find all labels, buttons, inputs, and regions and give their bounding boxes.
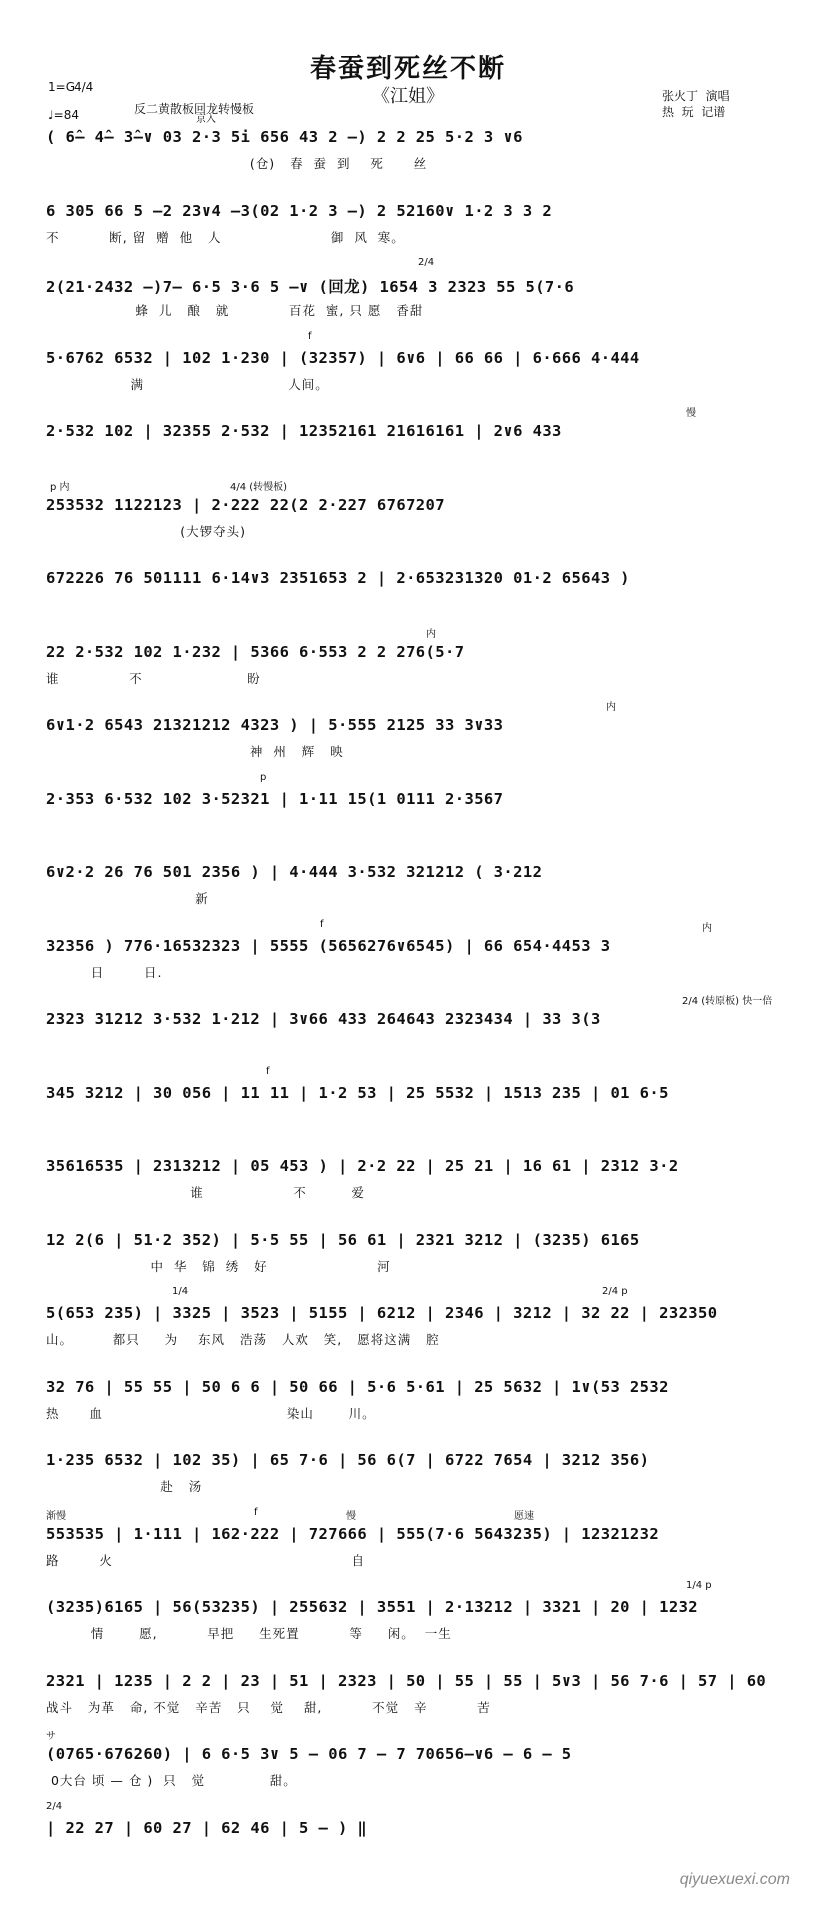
performance-annotation: 愿速	[514, 1510, 534, 1522]
jianpu-notation-line: 672226 76 501111 6·14∨3 2351653 2 | 2·653231320 01·2 65643 )	[46, 569, 630, 587]
jianpu-notation-line: 32 76 | 55 55 | 50 6 6 | 50 66 | 5·6 5·61 | 25 5632 | 1∨(53 2532	[46, 1377, 669, 1396]
performance-annotation: 慢	[346, 1510, 356, 1522]
jianpu-notation-line: 6∨2·2 26 76 501 2356 ) | 4·444 3·532 321212 ( 3·212	[46, 863, 543, 881]
score-system	[46, 1066, 774, 1140]
performance-annotation: 2/4	[46, 1800, 63, 1812]
score-system	[46, 772, 774, 846]
jianpu-notation-line: 2321 | 1235 | 2 2 | 23 | 51 | 2323 | 50 | 55 | 55 | 5∨3 | 56 7·6 | 57 | 60	[46, 1671, 767, 1690]
score-system	[46, 1139, 774, 1213]
lyrics-line: 热 血 染山 川。	[46, 1405, 376, 1421]
key-meter	[48, 80, 93, 95]
jianpu-notation-line: 2323 31212 3·532 1·212 | 3∨66 433 264643 2323434 | 33 3(3	[46, 1010, 601, 1028]
jianpu-notation-line: 12 2(6 | 51·2 352) | 5·5 55 | 56 61 | 2321 3212 | (3235) 6165	[46, 1230, 640, 1249]
lyrics-line: 情 愿, 早把 生死置 等 闲。 一生	[46, 1626, 452, 1641]
score-system	[46, 331, 774, 405]
score-system	[46, 1654, 774, 1728]
performance-annotation: 1/4	[172, 1286, 189, 1297]
score-system	[46, 110, 774, 184]
score-system	[46, 1801, 774, 1875]
lyrics-line: 日 日.	[46, 964, 163, 980]
jianpu-notation-line: 35616535 | 2313212 | 05 453 ) | 2·2 22 | 25 21 | 16 61 | 2312 3·2	[46, 1157, 679, 1175]
lyrics-line: 赴 汤	[46, 1479, 203, 1494]
performance-annotation: p 内	[50, 481, 70, 493]
jianpu-notation-line: (0765·676260) | 6 6·5 3∨ 5 — 06 7 — 7 70656—∨6 — 6 — 5	[46, 1745, 572, 1763]
lyrics-line: 0大台 顷 — 仓 ) 只 觉 甜。	[46, 1773, 297, 1788]
lyrics-line: 神 州 辉 映	[46, 744, 344, 759]
banzi-mark: 反二黄散板回龙转慢板	[134, 102, 255, 116]
score-system	[46, 1433, 774, 1507]
performance-annotation: 京入	[196, 114, 216, 125]
lyrics-line: 山。 都只 为 东风 浩荡 人欢 笑, 愿将这满 腔	[46, 1332, 440, 1347]
lyrics-line: 谁 不 盼	[46, 670, 261, 686]
performance-annotation: f	[266, 1065, 270, 1077]
score-subtitle: 《江姐》	[372, 86, 444, 107]
score-system	[46, 625, 774, 699]
performance-annotation: 慢	[686, 408, 696, 419]
jianpu-notation-line: 5·6762 6532 | 102 1·230 | (32357) | 6∨6 | 66 66 | 6·666 4·444	[46, 348, 640, 367]
score-system	[46, 551, 774, 625]
performance-annotation: 内	[606, 702, 616, 713]
jianpu-notation-line: 6 305 66 5 —2 23∨4 —3(02 1·2 3 —) 2 52160∨ 1·2 3 3 2	[46, 201, 553, 220]
performance-annotation: f	[308, 330, 312, 342]
jianpu-notation-line: 553535 | 1·111 | 162·222 | 727666 | 555(7·6 5643235) | 12321232	[46, 1524, 660, 1543]
score-system	[46, 1507, 774, 1581]
lyrics-line: 满 人间。	[46, 376, 329, 392]
jianpu-notation-line: 2(21·2432 —)7— 6·5 3·6 5 —∨ (回龙) 1654 3 2323 55 5(7·6	[46, 278, 575, 296]
score-title: 春蚕到死丝不断	[309, 54, 506, 84]
score-system	[46, 1580, 774, 1654]
score-system	[46, 404, 774, 478]
jianpu-notation-line: 32356 ) 776·16532323 | 5555 (5656276∨6545) | 66 654·4453 3	[46, 936, 611, 955]
lyrics-line: 谁 不 爱	[46, 1185, 366, 1200]
jianpu-notation-line: 253532 1122123 | 2·222 22(2 2·227 6767207	[46, 495, 446, 514]
jianpu-notation-line: 6∨1·2 6543 21321212 4323 ) | 5·555 2125 33 3∨33	[46, 716, 504, 734]
time-signature: 4/4	[74, 80, 94, 94]
jianpu-notation-line: 22 2·532 102 1·232 | 5366 6·553 2 2 276(5·7	[46, 642, 465, 661]
score-system	[46, 1727, 774, 1801]
performance-annotation: 2/4 (转原板) 快一倍	[682, 996, 773, 1007]
lyrics-line: 新	[46, 891, 209, 906]
lyrics-line: 蜂 儿 酿 就 百花 蜜, 只 愿 香甜	[46, 303, 424, 318]
lyrics-line: 中 华 锦 绣 好 河	[46, 1258, 391, 1274]
jianpu-notation-line: ( 6̂— 4̂— 3̂—∨ 03 2·3 5i 656 43 2 —) 2 2 25 5·2 3 ∨6	[46, 128, 523, 146]
lyrics-line: 战斗 为革 命, 不觉 辛苦 只 觉 甜, 不觉 辛 苦	[46, 1699, 491, 1715]
performance-annotation: 4/4 (转慢板)	[230, 481, 288, 493]
performance-annotation: f	[254, 1506, 258, 1518]
lyrics-line: (仓) 春 蚕 到 死 丝	[46, 156, 428, 171]
jianpu-notation-line: 345 3212 | 30 056 | 11 11 | 1·2 53 | 25 5532 | 1513 235 | 01 6·5	[46, 1083, 669, 1102]
performance-annotation: 内	[426, 628, 436, 640]
performance-annotation: 渐慢	[46, 1510, 66, 1522]
lyrics-line: (大锣夺头)	[46, 523, 247, 539]
score-system	[46, 698, 774, 772]
jianpu-notation-line: 5(653 235) | 3325 | 3523 | 5155 | 6212 | 2346 | 3212 | 32 22 | 232350	[46, 1304, 718, 1322]
performance-annotation: 2/4	[418, 257, 435, 268]
lyrics-line: 不 断, 留 赠 他 人 御 风 寒。	[46, 229, 405, 245]
jianpu-notation-line: 2·353 6·532 102 3·52321 | 1·11 15(1 0111 2·3567	[46, 789, 504, 808]
score-system	[46, 845, 774, 919]
tempo-mark: ♩=84	[48, 108, 79, 122]
score-system	[46, 1213, 774, 1287]
score-system	[46, 1360, 774, 1434]
score-system	[46, 1286, 774, 1360]
score-system	[46, 184, 774, 258]
jianpu-notation-line: 2·532 102 | 32355 2·532 | 12352161 21616161 | 2∨6 433	[46, 422, 562, 440]
performance-annotation: 内	[702, 922, 712, 934]
performance-annotation: 2/4 p	[602, 1286, 628, 1297]
performance-annotation: サ	[46, 1731, 56, 1742]
watermark: qiyuexuexi.com	[679, 1871, 790, 1888]
score-system	[46, 992, 774, 1066]
score-system	[46, 257, 774, 331]
jianpu-notation-line: | 22 27 | 60 27 | 62 46 | 5 — ) ‖	[46, 1818, 368, 1837]
performance-annotation: 1/4 p	[686, 1580, 712, 1591]
key-signature: 1=G	[48, 80, 75, 94]
jianpu-notation-line: 1·235 6532 | 102 35) | 65 7·6 | 56 6(7 | 6722 7654 | 3212 356)	[46, 1451, 650, 1469]
performance-annotation: p	[260, 771, 267, 783]
credits: 张火丁 演唱 热 玩 记谱	[662, 89, 730, 119]
score-system	[46, 478, 774, 552]
performance-annotation: f	[320, 918, 324, 930]
lyrics-line: 路 火 自	[46, 1552, 366, 1568]
score-system	[46, 919, 774, 993]
jianpu-notation-line: (3235)6165 | 56(53235) | 255632 | 3551 | 2·13212 | 3321 | 20 | 1232	[46, 1598, 699, 1616]
